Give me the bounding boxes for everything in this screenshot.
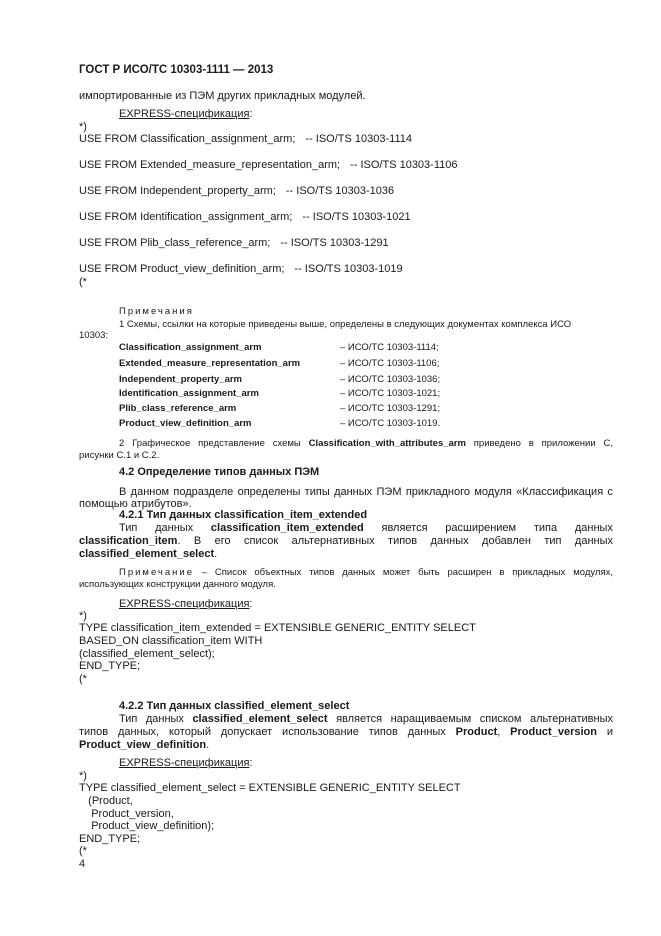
code-line: BASED_ON classification_item WITH — [79, 635, 263, 647]
section-4-2-2-line1 — [119, 713, 613, 726]
document-header: ГОСТ Р ИСО/ТС 10303-1111 — 2013 — [79, 64, 274, 76]
type-name: classified_element_select — [79, 548, 215, 560]
separator: , — [497, 726, 511, 738]
type-name: Product_view_definition — [79, 739, 207, 751]
note2-schema-name: Classification_with_attributes_arm — [308, 438, 466, 449]
ref-module-name: Identification_assignment_arm — [119, 388, 259, 399]
type-name: Product — [455, 726, 498, 738]
use-from-stmt: USE FROM Product_view_definition_arm; — [79, 263, 285, 275]
ref-module-doc: – ИСО/ТС 10303-1036; — [340, 374, 441, 385]
note-text: – Список объектных типов данных может быть расширен в прикладных модулях, — [194, 567, 613, 578]
ref-module-name: Product_view_definition_arm — [119, 418, 252, 429]
code-line: Product_view_definition); — [79, 820, 215, 832]
line-text: и — [596, 726, 613, 738]
note2-text-end: приведено в приложении С, — [465, 438, 613, 449]
ref-module-name: Extended_measure_representation_arm — [119, 358, 301, 369]
code-line: TYPE classified_element_select = EXTENSIBLE GENERIC_ENTITY SELECT — [79, 782, 461, 794]
use-from-stmt: USE FROM Independent_property_arm; — [79, 185, 276, 197]
colon: : — [249, 757, 253, 769]
section-4-2-2-line2 — [79, 726, 613, 739]
notes-heading: Примечания — [119, 306, 194, 317]
use-from-line — [79, 133, 412, 145]
word: данных — [574, 522, 613, 534]
note1-line2: 10303: — [79, 330, 109, 341]
note-label: Примечание — [119, 567, 194, 578]
colon: : — [249, 108, 253, 120]
comment-close: (* — [79, 276, 87, 288]
express-spec-label — [119, 757, 252, 770]
line-text: Тип данных — [119, 713, 193, 725]
section-4-2-1-line1 — [119, 522, 613, 535]
note1-line1: 1 Схемы, ссылки на которые приведены выше, определены в следующих документах комплекса ИСО — [119, 319, 572, 330]
type-name: classification_item_extended — [210, 522, 364, 534]
note2-line2: рисунки С.1 и С.2. — [79, 450, 160, 461]
use-from-comment: -- ISO/TS 10303-1036 — [285, 185, 395, 197]
section-4-2-2-line3 — [79, 739, 209, 752]
ref-module-doc: – ИСО/ТС 10303-1021; — [340, 388, 441, 399]
use-from-comment: -- ISO/TS 10303-1019 — [294, 263, 403, 275]
line-text: . — [214, 548, 218, 560]
express-spec-label — [119, 598, 252, 611]
use-from-line — [79, 211, 411, 223]
ref-module-doc: – ИСО/ТС 10303-1106; — [340, 358, 440, 369]
ref-module-name: Independent_property_arm — [119, 374, 242, 385]
express-spec-label — [119, 108, 252, 121]
note2-text: 2 Графическое представление схемы — [119, 438, 309, 449]
code-line: END_TYPE; — [79, 833, 141, 845]
section-4-2-1-title: 4.2.1 Тип данных classification_item_extended — [119, 509, 368, 521]
line-text: типов данных, который допускает использование типов данных — [79, 726, 456, 738]
use-from-line — [79, 185, 394, 197]
express-spec-link: EXPRESS-спецификация — [119, 598, 250, 610]
use-from-comment: -- ISO/TS 10303-1021 — [302, 211, 411, 223]
comment-open: *) — [79, 121, 87, 133]
comment-open: *) — [79, 770, 87, 782]
ref-module-doc: – ИСО/ТС 10303-1114; — [340, 342, 439, 353]
use-from-line — [79, 159, 457, 171]
word: данных — [155, 522, 194, 534]
ref-module-doc: – ИСО/ТС 10303-1291; — [340, 403, 441, 414]
use-from-line — [79, 263, 403, 275]
intro-line: импортированные из ПЭМ других прикладных модулей. — [79, 90, 366, 102]
type-name: classification_item — [79, 535, 178, 547]
ref-module-name: Classification_assignment_arm — [119, 342, 262, 353]
type-name: Product_version — [510, 726, 597, 738]
section-4-2-title: 4.2 Определение типов данных ПЭМ — [119, 466, 320, 478]
section-4-2-1-line2 — [79, 535, 613, 548]
code-line: (classified_element_select); — [79, 648, 215, 660]
code-line: END_TYPE; — [79, 660, 141, 672]
use-from-stmt: USE FROM Classification_assignment_arm; — [79, 133, 296, 145]
use-from-comment: -- ISO/TS 10303-1106 — [350, 159, 458, 171]
comment-close: (* — [79, 673, 87, 685]
line-text: . В его список альтернативных типов данных добавлен тип данных — [177, 535, 613, 547]
express-spec-link: EXPRESS-спецификация — [119, 108, 250, 120]
line-text: является наращиваемым списком альтернативных — [327, 713, 613, 725]
note2-line1 — [119, 438, 613, 450]
word: Тип — [119, 522, 138, 534]
express-spec-link: EXPRESS-спецификация — [119, 757, 250, 769]
use-from-stmt: USE FROM Identification_assignment_arm; — [79, 211, 293, 223]
ref-module-name: Plib_class_reference_arm — [119, 403, 237, 414]
use-from-line — [79, 237, 389, 249]
word: типа — [533, 522, 558, 534]
use-from-comment: -- ISO/TS 10303-1114 — [305, 133, 412, 145]
code-line: TYPE classification_item_extended = EXTENSIBLE GENERIC_ENTITY SELECT — [79, 622, 476, 634]
section-4-2-para-line1: В данном подразделе определены типы данных ПЭМ прикладного модуля «Классификация с — [119, 486, 613, 498]
section-4-2-1-note-line1 — [119, 567, 613, 579]
use-from-stmt: USE FROM Extended_measure_representation_arm; — [79, 159, 341, 171]
section-4-2-2-title: 4.2.2 Тип данных classified_element_select — [119, 700, 350, 712]
line-text: . — [206, 739, 210, 751]
use-from-comment: -- ISO/TS 10303-1291 — [280, 237, 389, 249]
word: расширением — [445, 522, 517, 534]
section-4-2-para-line2: помощью атрибутов». — [79, 498, 192, 510]
code-line: Product_version, — [79, 808, 174, 820]
word: является — [381, 522, 428, 534]
section-4-2-1-line3 — [79, 548, 217, 561]
code-line: (Product, — [79, 795, 133, 807]
ref-module-doc: – ИСО/ТС 10303-1019. — [340, 418, 441, 429]
section-4-2-1-note-line2: использующих конструкции данного модуля. — [79, 579, 276, 590]
comment-close: (* — [79, 845, 87, 857]
colon: : — [249, 598, 253, 610]
page-number: 4 — [79, 858, 86, 870]
comment-open: *) — [79, 610, 87, 622]
type-name: classified_element_select — [192, 713, 328, 725]
use-from-stmt: USE FROM Plib_class_reference_arm; — [79, 237, 271, 249]
